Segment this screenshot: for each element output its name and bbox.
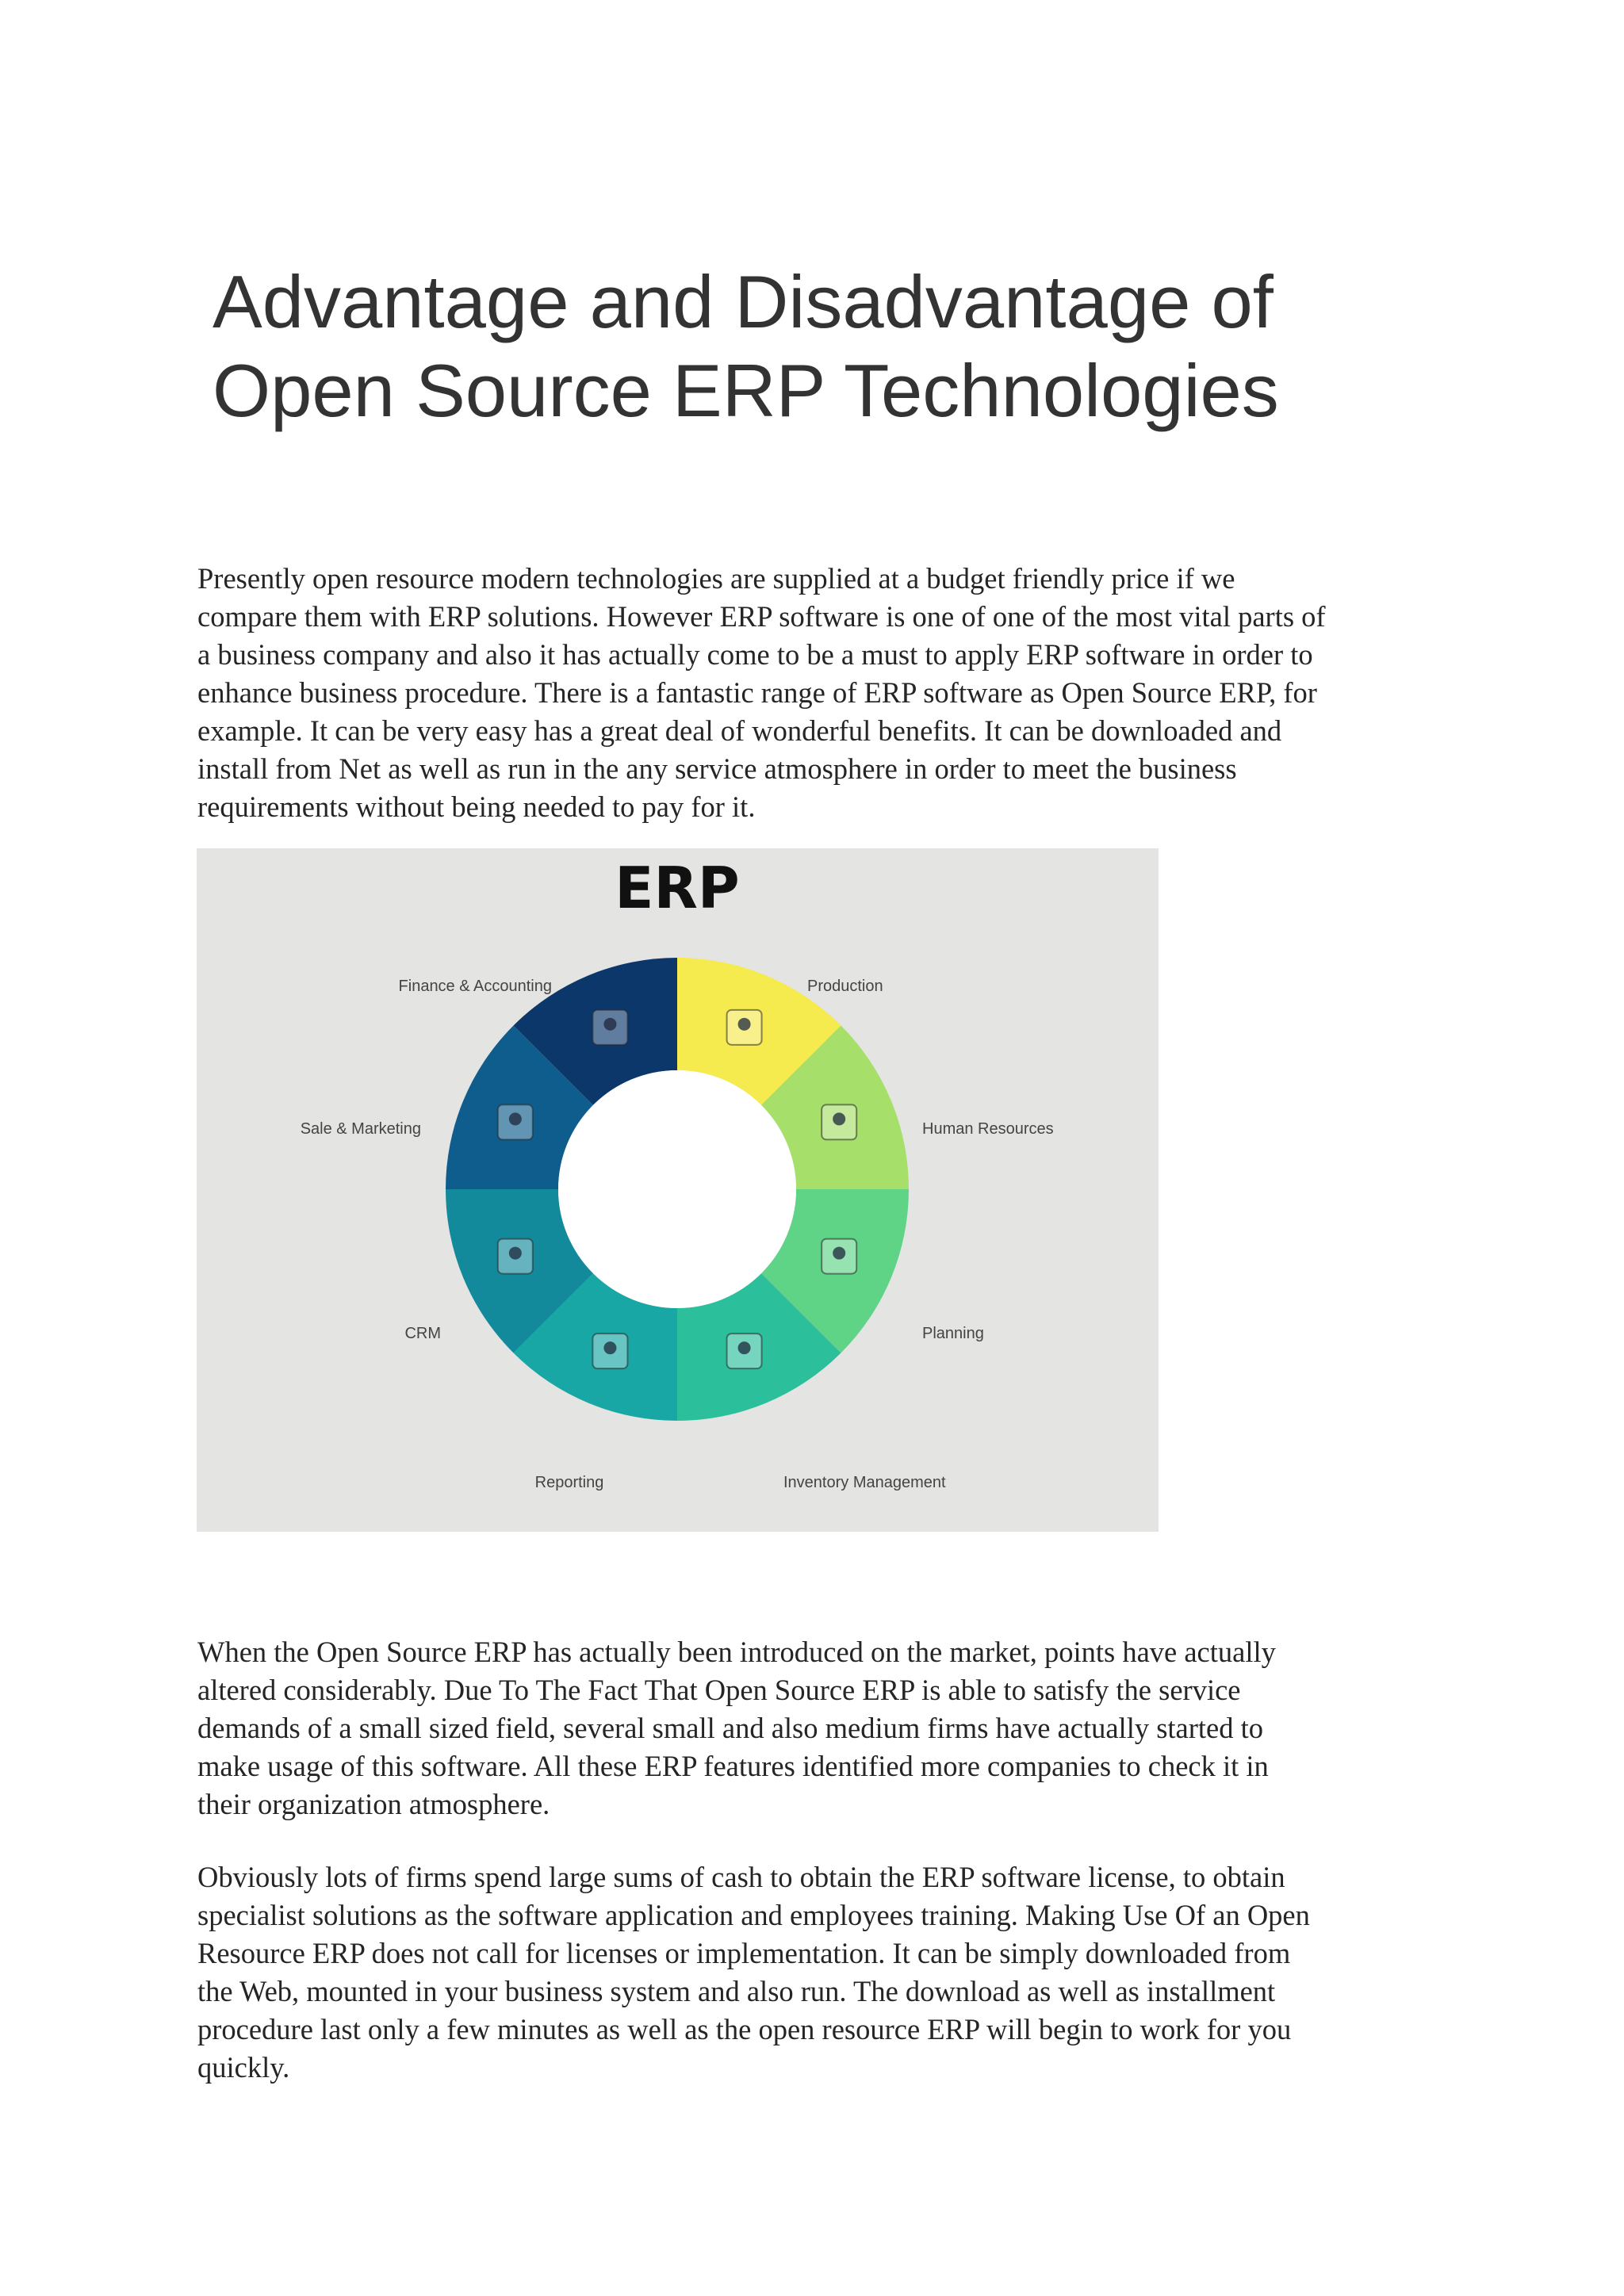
paragraph-line: procedure last only a few minutes as well as the open resource ERP will begin to work for you (197, 2013, 1292, 2045)
clipboard-icon (727, 1334, 762, 1368)
segment-label: Finance & Accounting (398, 978, 552, 995)
paragraph-line: requirements without being needed to pay for it. (197, 790, 756, 823)
store-icon (498, 1104, 533, 1139)
erp-heading: ERP (615, 855, 740, 921)
segment-label: Sale & Marketing (300, 1120, 421, 1138)
segment-label: Inventory Management (783, 1474, 946, 1491)
title-line-2: Open Source ERP Technologies (213, 349, 1279, 432)
erp-wheel-diagram (197, 848, 1159, 1532)
erp-diagram-image (197, 848, 1159, 1532)
paragraph-line: make usage of this software. All these ERP features identified more companies to check it in (197, 1750, 1269, 1782)
page-title (213, 258, 1323, 435)
people-icon (498, 1239, 533, 1274)
ring-center (558, 1070, 796, 1308)
paragraph-line: specialist solutions as the software application and employees training. Making Use Of an Open (197, 1899, 1310, 1931)
calendar-icon (822, 1239, 856, 1274)
paragraph-line: Presently open resource modern technologies are supplied at a budget friendly price if we (197, 562, 1235, 595)
second-paragraph (197, 1633, 1450, 1823)
segment-label: Production (807, 978, 883, 995)
paragraph-line: quickly. (197, 2051, 290, 2084)
paragraph-line: Obviously lots of firms spend large sums of cash to obtain the ERP software license, to obtain (197, 1861, 1285, 1893)
paragraph-line: compare them with ERP solutions. However ERP software is one of one of the most vital parts of (197, 600, 1326, 633)
paragraph-line: the Web, mounted in your business system and also run. The download as well as installment (197, 1975, 1276, 2007)
paragraph-line: example. It can be very easy has a great deal of wonderful benefits. It can be downloaded and (197, 714, 1282, 747)
paragraph-line: a business company and also it has actually come to be a must to apply ERP software in order to (197, 638, 1313, 671)
money-hand-icon (592, 1010, 627, 1045)
paragraph-line: enhance business procedure. There is a fantastic range of ERP software as Open Source ERP, for (197, 676, 1317, 709)
segment-label: Human Resources (922, 1120, 1054, 1138)
title-line-1: Advantage and Disadvantage of (213, 260, 1274, 343)
paragraph-line: When the Open Source ERP has actually been introduced on the market, points have actually (197, 1636, 1276, 1668)
paragraph-line: their organization atmosphere. (197, 1788, 550, 1820)
third-paragraph (197, 1858, 1450, 2087)
segment-label: CRM (404, 1325, 441, 1342)
paragraph-line: demands of a small sized field, several small and also medium firms have actually started to (197, 1712, 1264, 1744)
production-icon (727, 1010, 762, 1045)
paragraph-line: Resource ERP does not call for licenses or implementation. It can be simply downloaded from (197, 1937, 1291, 1969)
segment-label: Planning (922, 1325, 984, 1342)
person-icon (822, 1104, 856, 1139)
paragraph-line: altered considerably. Due To The Fact That Open Source ERP is able to satisfy the service (197, 1674, 1241, 1706)
line-chart-icon (592, 1334, 627, 1368)
paragraph-line: install from Net as well as run in the any service atmosphere in order to meet the business (197, 752, 1237, 785)
segment-label: Reporting (534, 1474, 604, 1491)
intro-paragraph (197, 560, 1450, 826)
erp-ring (446, 958, 909, 1421)
